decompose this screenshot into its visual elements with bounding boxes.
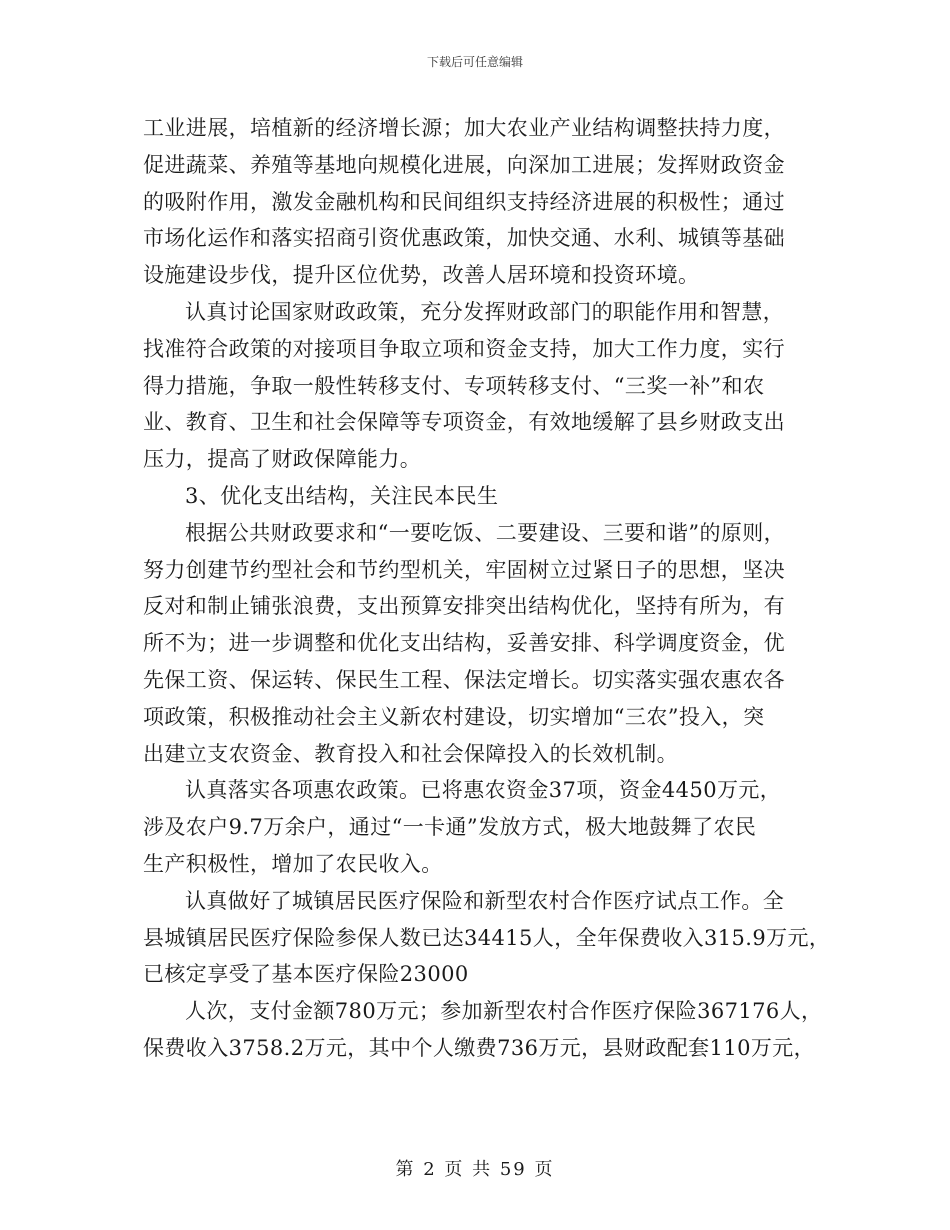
section-heading: 3、优化支出结构，关注民本民生 xyxy=(185,483,499,508)
text-line: 努力创建节约型社会和节约型机关，牢固树立过紧日子的思想，坚决 xyxy=(143,557,785,582)
page-header-note: 下载后可任意编辑 xyxy=(426,55,523,69)
text-line: 根据公共财政要求和“一要吃饭、二要建设、三要和谐”的原则， xyxy=(185,520,786,545)
text-line: 的吸附作用，激发金融机构和民间组织支持经济进展的积极性；通过 xyxy=(143,189,785,214)
text-line: 生产积极性，增加了农民收入。 xyxy=(143,851,443,876)
text-line: 反对和制止铺张浪费，支出预算安排突出结构优化，坚持有所为，有 xyxy=(143,594,785,619)
text-line: 涉及农户9.7万余户，通过“一卡通”发放方式，极大地鼓舞了农民 xyxy=(143,815,757,840)
text-line: 设施建设步伐，提升区位优势，改善人居环境和投资环境。 xyxy=(143,263,700,288)
text-line: 人次，支付金额780万元；参加新型农村合作医疗保险367176人， xyxy=(185,999,823,1024)
text-line: 认真做好了城镇居民医疗保险和新型农村合作医疗试点工作。全 xyxy=(185,888,785,913)
text-line: 出建立支农资金、教育投入和社会保障投入的长效机制。 xyxy=(143,741,678,766)
text-line: 所不为；进一步调整和优化支出结构，妥善安排、科学调度资金，优 xyxy=(143,631,785,656)
text-line: 得力措施，争取一般性转移支付、专项转移支付、“三奖一补”和农 xyxy=(143,373,765,398)
text-line: 项政策，积极推动社会主义新农村建设，切实增加“三农”投入，突 xyxy=(143,704,765,729)
text-line: 已核定享受了基本医疗保险23000 xyxy=(143,962,469,987)
text-line: 市场化运作和落实招商引资优惠政策，加快交通、水利、城镇等基础 xyxy=(143,226,785,251)
text-line: 工业进展，培植新的经济增长源；加大农业产业结构调整扶持力度， xyxy=(143,116,785,140)
text-line: 认真讨论国家财政政策，充分发挥财政部门的职能作用和智慧， xyxy=(185,299,785,324)
text-line: 先保工资、保运转、保民生工程、保法定增长。切实落实强农惠农各 xyxy=(143,667,785,692)
text-line: 业、教育、卫生和社会保障等专项资金，有效地缓解了县乡财政支出 xyxy=(143,410,785,435)
text-line: 保费收入3758.2万元，其中个人缴费736万元，县财政配套110万元， xyxy=(143,1035,816,1060)
text-line: 压力，提高了财政保障能力。 xyxy=(143,447,422,472)
text-line: 找准符合政策的对接项目争取立项和资金支持，加大工作力度，实行 xyxy=(143,336,785,361)
page-number: 第 2 页 共 59 页 xyxy=(395,1159,555,1180)
document-body xyxy=(143,110,833,1067)
text-line: 认真落实各项惠农政策。已将惠农资金37项，资金4450万元， xyxy=(185,778,782,803)
text-line: 促进蔬菜、养殖等基地向规模化进展，向深加工进展；发挥财政资金 xyxy=(143,152,785,177)
text-line: 县城镇居民医疗保险参保人数已达34415人，全年保费收入315.9万元， xyxy=(143,925,831,950)
